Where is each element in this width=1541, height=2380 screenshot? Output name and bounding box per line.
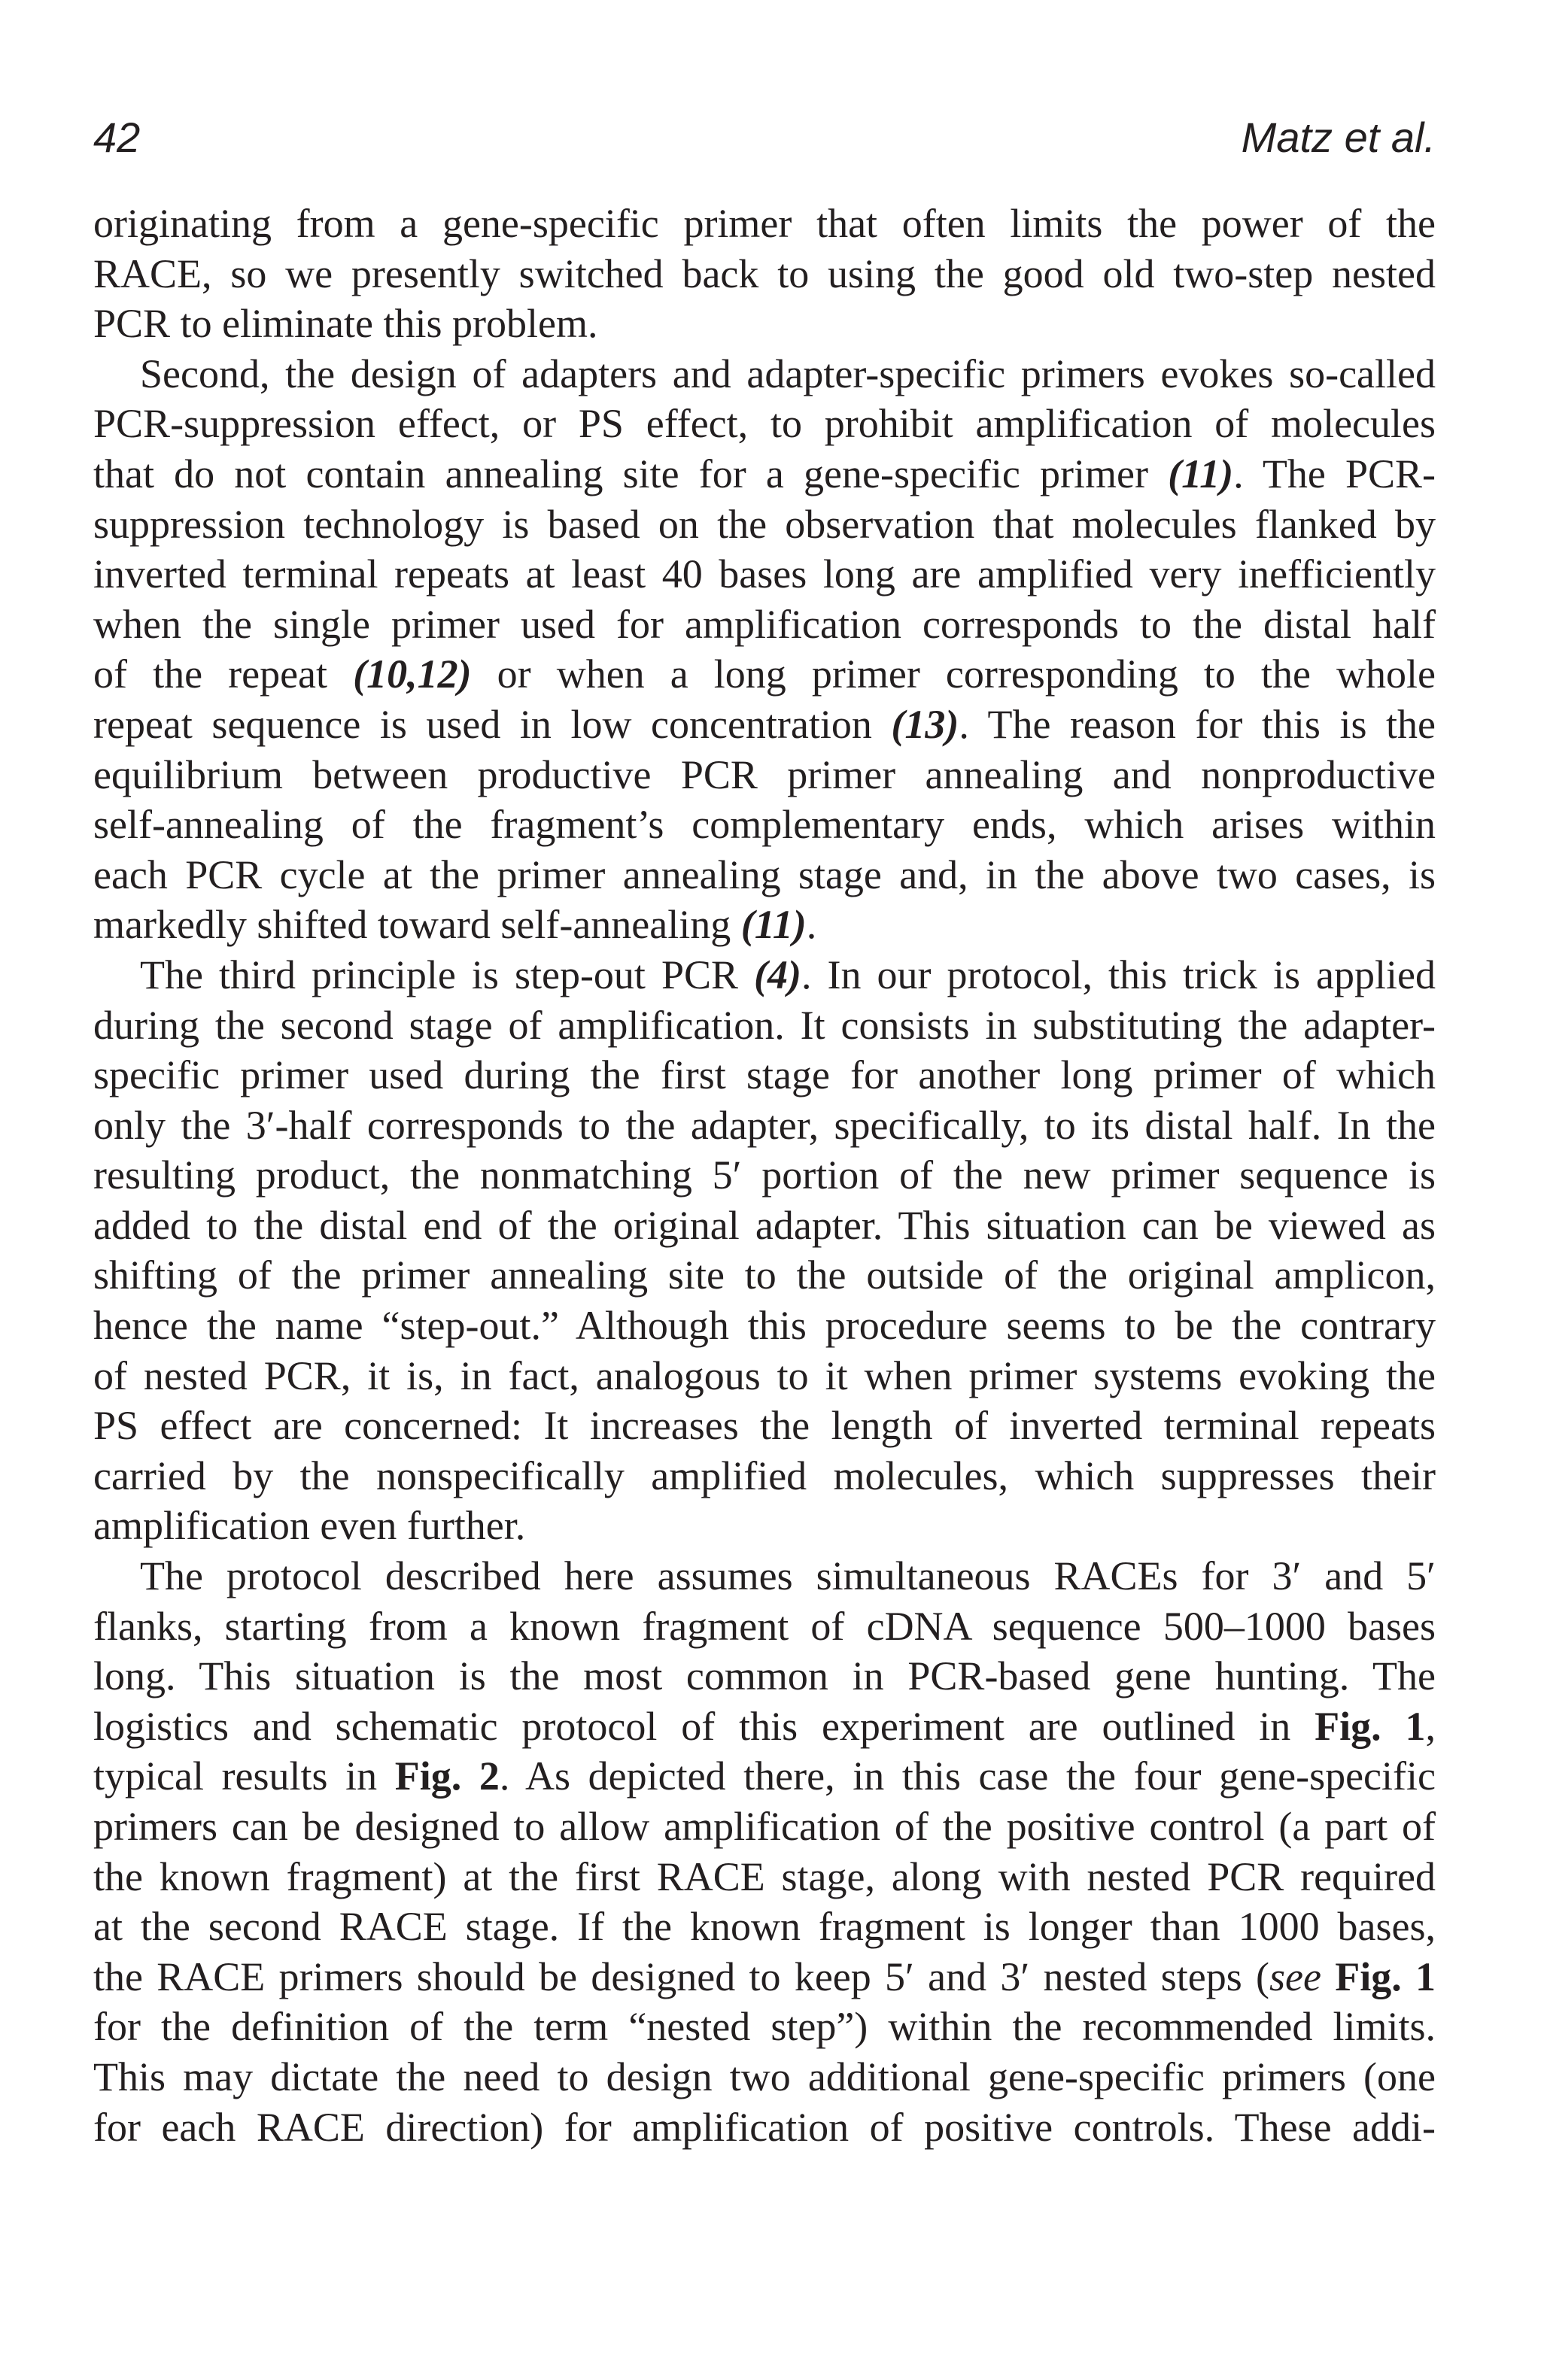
line-text: markedly shifted toward self-annealing <box>93 902 741 948</box>
text-line <box>93 1702 1436 1752</box>
citation: (11) <box>1168 451 1234 496</box>
text-line <box>93 2052 1436 2102</box>
line-text: . As depicted there, in this case the four gene-specific <box>499 1753 1436 1799</box>
paragraph <box>93 349 1436 950</box>
line-text: This may dictate the need to design two additional gene-specific primers (one <box>93 2054 1436 2099</box>
text-line <box>93 750 1436 800</box>
page-header <box>93 114 1436 162</box>
text-line <box>93 1100 1436 1151</box>
paragraph <box>93 950 1436 1551</box>
text-line <box>93 2102 1436 2153</box>
line-text: each PCR cycle at the primer annealing stage and, in the above two cases, is <box>93 852 1436 897</box>
line-text: primers can be designed to allow amplification of the positive control (a part of <box>93 1804 1436 1849</box>
text-line <box>93 1551 1436 1601</box>
line-text: suppression technology is based on the observation that molecules flanked by <box>93 501 1436 547</box>
line-text: , <box>1425 1703 1436 1749</box>
line-text: self-annealing of the fragment’s complementary ends, which arises within <box>93 802 1436 848</box>
text-line <box>93 1250 1436 1301</box>
line-text: long. This situation is the most common in PCR-based gene hunting. The <box>93 1653 1436 1699</box>
emphasis: see <box>1269 1953 1321 1999</box>
line-text: only the 3′-half corresponds to the adapter, specifically, to its distal half. In the <box>93 1102 1436 1148</box>
text-line <box>93 1050 1436 1100</box>
line-text: RACE, so we presently switched back to using the good old two-step nested <box>93 250 1436 296</box>
line-text: or when a long primer corresponding to the whole <box>471 651 1436 697</box>
text-line <box>93 850 1436 900</box>
line-text: of the repeat <box>93 651 354 697</box>
text-line <box>93 1201 1436 1251</box>
line-text: . The PCR- <box>1233 451 1436 496</box>
citation: (10,12) <box>353 651 472 697</box>
line-text: equilibrium between productive PCR primer annealing and nonproductive <box>93 751 1436 797</box>
line-text: hence the name “step-out.” Although this procedure seems to be the contrary <box>93 1303 1436 1349</box>
line-text: carried by the nonspecifically amplified molecules, which suppresses their <box>93 1453 1436 1498</box>
line-text: . In our protocol, this trick is applied <box>801 952 1436 997</box>
line-text: the known fragment) at the first RACE stage, along with nested PCR required <box>93 1853 1436 1899</box>
body-text <box>93 199 1436 2152</box>
text-line <box>93 199 1436 249</box>
text-line <box>93 1751 1436 1802</box>
page-number: 42 <box>93 114 141 161</box>
line-text: . The reason for this is the <box>959 701 1436 747</box>
text-line <box>93 1501 1436 1551</box>
figure-reference: Fig. 1 <box>1315 1703 1426 1749</box>
text-line <box>93 600 1436 650</box>
text-line <box>93 2002 1436 2052</box>
line-text: at the second RACE stage. If the known fragment is longer than 1000 bases, <box>93 1904 1436 1950</box>
line-text: when the single primer used for amplification corresponds to the distal half <box>93 601 1436 647</box>
text-line <box>93 1852 1436 1902</box>
running-head: Matz et al. <box>1241 114 1436 161</box>
text-line <box>93 900 1436 950</box>
line-text: The protocol described here assumes simultaneous RACEs for 3′ and 5′ <box>140 1553 1436 1599</box>
line-text: during the second stage of amplification. It consists in substituting the adapter- <box>93 1002 1436 1048</box>
line-text: The third principle is step-out PCR <box>140 952 755 997</box>
line-text: PCR to eliminate this problem. <box>93 301 598 347</box>
line-text: repeat sequence is used in low concentration <box>93 701 892 747</box>
line-text: inverted terminal repeats at least 40 bases long are amplified very inefficiently <box>93 551 1436 597</box>
line-text: added to the distal end of the original adapter. This situation can be viewed as <box>93 1202 1436 1248</box>
text-line <box>93 1451 1436 1501</box>
line-text: flanks, starting from a known fragment of cDNA sequence 500–1000 bases <box>93 1603 1436 1649</box>
line-text: that do not contain annealing site for a gene-specific primer <box>93 451 1169 496</box>
text-line <box>93 700 1436 750</box>
text-line <box>93 1651 1436 1702</box>
line-text: PS effect are concerned: It increases the length of inverted terminal repeats <box>93 1403 1436 1449</box>
line-text: of nested PCR, it is, in fact, analogous to it when primer systems evoking the <box>93 1352 1436 1398</box>
line-text: amplification even further. <box>93 1503 526 1549</box>
text-line <box>93 499 1436 550</box>
line-text: resulting product, the nonmatching 5′ portion of the new primer sequence is <box>93 1152 1436 1198</box>
text-line <box>93 800 1436 850</box>
line-text: PCR-suppression effect, or PS effect, to prohibit amplification of molecules <box>93 401 1436 447</box>
line-text: for the definition of the term “nested step”) within the recommended limits. <box>93 2004 1436 2050</box>
line-text: Second, the design of adapters and adapter-specific primers evokes so-called <box>140 351 1436 396</box>
text-line <box>93 299 1436 349</box>
line-text: the RACE primers should be designed to keep 5′ and 3′ nested steps ( <box>93 1953 1269 1999</box>
line-text: shifting of the primer annealing site to the outside of the original amplicon, <box>93 1252 1436 1298</box>
text-line <box>93 1401 1436 1451</box>
citation: (11) <box>740 902 807 948</box>
line-text: . <box>806 902 817 948</box>
text-line <box>93 1301 1436 1351</box>
paragraph <box>93 199 1436 349</box>
line-text: for each RACE direction) for amplification of positive controls. These addi- <box>93 2104 1436 2150</box>
text-line <box>93 950 1436 1000</box>
text-line <box>93 1802 1436 1852</box>
text-line <box>93 449 1436 499</box>
text-line <box>93 549 1436 600</box>
text-line <box>93 1150 1436 1201</box>
text-line <box>93 1952 1436 2002</box>
text-line <box>93 349 1436 399</box>
citation: (13) <box>891 701 959 747</box>
figure-reference: Fig. 2 <box>394 1753 500 1799</box>
text-line <box>93 649 1436 700</box>
paragraph <box>93 1551 1436 2152</box>
text-line <box>93 1601 1436 1652</box>
text-line <box>93 1000 1436 1051</box>
text-line <box>93 1902 1436 1952</box>
citation: (4) <box>754 952 802 997</box>
line-text: originating from a gene-specific primer that often limits the power of the <box>93 201 1436 246</box>
line-text: specific primer used during the first stage for another long primer of which <box>93 1052 1436 1098</box>
text-line <box>93 1351 1436 1401</box>
text-line <box>93 399 1436 449</box>
line-text: typical results in <box>93 1753 395 1799</box>
figure-reference: Fig. 1 <box>1321 1953 1436 1999</box>
line-text: logistics and schematic protocol of this experiment are outlined in <box>93 1703 1315 1749</box>
text-line <box>93 249 1436 299</box>
